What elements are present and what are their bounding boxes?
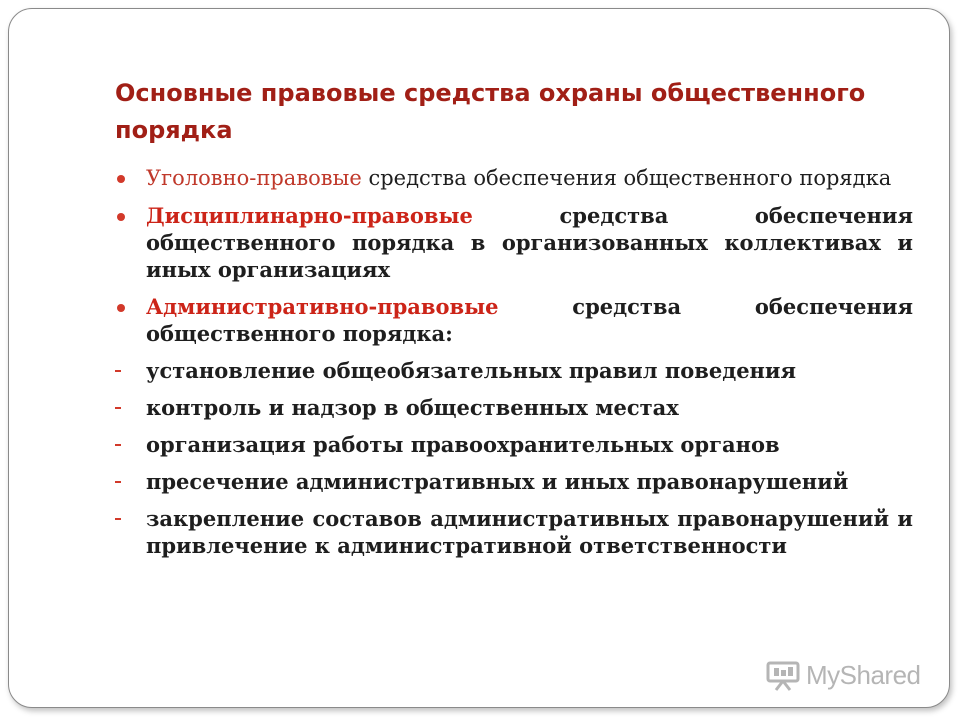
dash-marker-icon [115,481,121,483]
item-text: контроль и надзор в общественных местах [146,395,679,420]
item-text: организация работы правоохранительных органов [146,432,780,457]
watermark-text: MyShared [806,659,921,690]
item-text: средства обеспечения общественного порядка: [146,294,913,346]
presentation-board-icon [766,659,800,691]
list-item [113,505,913,559]
slide-title: Основные правовые средства охраны общественного порядка [115,79,866,144]
list-item [113,293,913,347]
bullet-dot-icon [117,175,125,183]
item-term: Уголовно-правовые [146,166,362,190]
item-text: закрепление составов административных правонарушений и привлечение к административной ответственности [146,506,913,558]
slide-body [113,164,913,569]
watermark [766,657,921,693]
item-term: Дисциплинарно-правовые [146,203,473,228]
dash-marker-icon [115,370,121,372]
item-text: установление общеобязательных правил поведения [146,358,797,383]
bullet-dot-icon [117,304,125,312]
list-item [113,202,913,283]
dash-marker-icon [115,518,121,520]
list-item [113,394,913,421]
list-item [113,164,913,192]
bullet-dot-icon [117,213,125,221]
item-term: Административно-правовые [146,294,499,319]
slide-frame [8,8,950,708]
item-text: средства обеспечения общественного порядка в организованных коллективах и иных организациях [146,203,913,282]
list-item [113,357,913,384]
list-item [113,468,913,495]
item-text: пресечение административных и иных правонарушений [146,469,849,494]
dash-marker-icon [115,407,121,409]
dash-marker-icon [115,444,121,446]
item-text: средства обеспечения общественного порядка [361,166,892,190]
list-item [113,431,913,458]
